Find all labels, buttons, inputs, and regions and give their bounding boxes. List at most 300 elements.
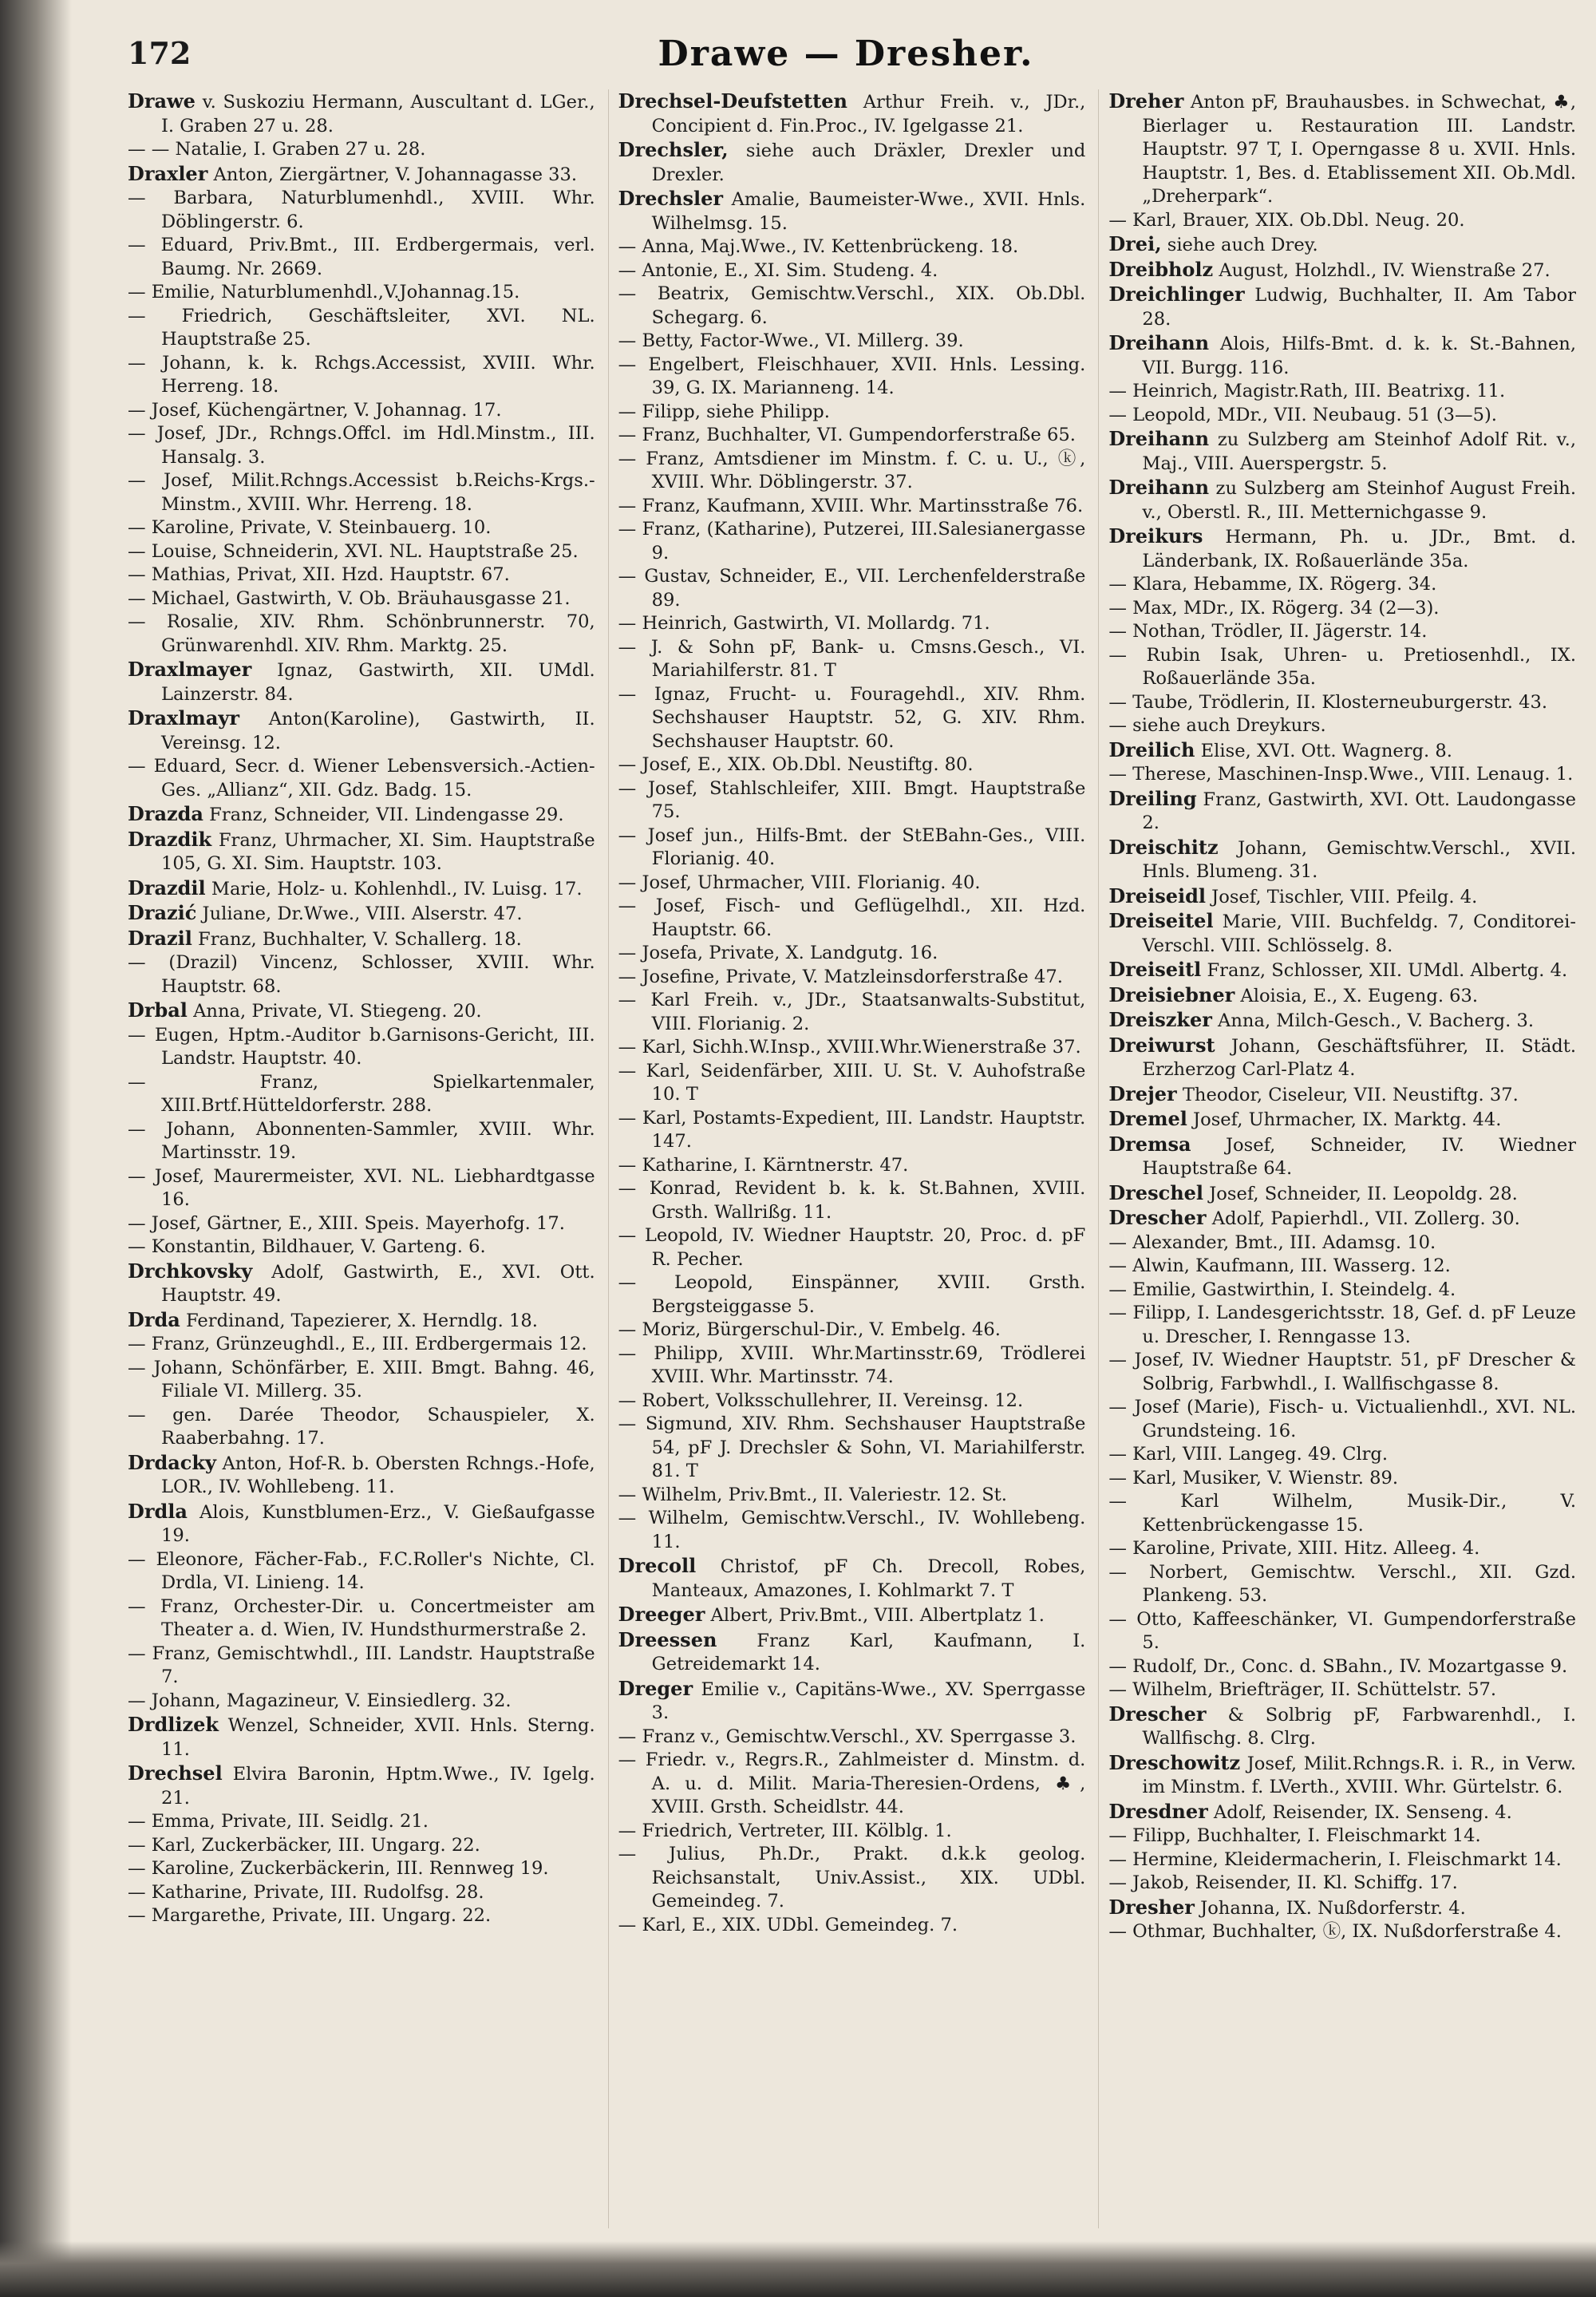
entry-text: — Filipp, I. Landesgerichtsstr. 18, Gef. d. pF Leuze u. Drescher, I. Renngasse 13. <box>1108 1303 1577 1347</box>
entry-text: — Therese, Maschinen-Insp.Wwe., VIII. Lenaug. 1. <box>1108 764 1574 785</box>
directory-entry <box>1108 958 1576 983</box>
entry-surname: Drazić <box>128 901 197 924</box>
directory-entry <box>618 565 1086 612</box>
directory-entry <box>1108 573 1576 597</box>
entry-text: — Emilie, Naturblumenhdl.,V.Johannag.15. <box>128 282 520 302</box>
directory-entry <box>1108 524 1576 573</box>
entry-text: — Karoline, Private, XIII. Hitz. Alleeg. 4. <box>1108 1538 1480 1559</box>
directory-entry <box>128 1071 595 1118</box>
directory-entry <box>1108 1800 1576 1825</box>
entry-text: — Karl, E., XIX. UDbl. Gemeindeg. 7. <box>618 1914 958 1935</box>
directory-entry <box>618 1154 1086 1178</box>
entry-text: — Eduard, Secr. d. Wiener Lebensversich.-Actien-Ges. „Allianz“, XII. Gdz. Badg. 15. <box>128 756 595 801</box>
entry-text: — Franz, Spielkartenmaler, XIII.Brtf.Hütteldorferstr. 288. <box>128 1071 595 1116</box>
entry-surname: Dreiszker <box>1108 1008 1212 1031</box>
directory-entry <box>128 281 595 305</box>
directory-entry <box>128 1761 595 1810</box>
entry-text: — Josef (Marie), Fisch- u. Victualienhdl., XVI. NL. Grundsteing. 16. <box>1108 1397 1577 1441</box>
directory-entry <box>1108 476 1576 524</box>
entry-text: — Josef, Uhrmacher, VIII. Florianig. 40. <box>618 872 981 893</box>
entry-text: — Josef, IV. Wiedner Hauptstr. 51, pF Drescher & Solbrig, Farbwhdl., I. Wallfischgasse 8. <box>1108 1350 1577 1394</box>
directory-entry <box>1108 283 1576 331</box>
directory-entry <box>618 1060 1086 1107</box>
directory-entry <box>618 1628 1086 1677</box>
entry-text: Josef, Schneider, IV. Wiedner Hauptstraße 64. <box>1142 1134 1577 1179</box>
directory-entry <box>1108 1561 1576 1608</box>
entry-text: Franz, Schlosser, XII. UMdl. Albertg. 4. <box>1201 960 1568 981</box>
entry-text: — Karl, Zuckerbäcker, III. Ungarg. 22. <box>128 1834 480 1856</box>
entry-text: — Josef, Gärtner, E., XIII. Speis. Mayerhofg. 17. <box>128 1212 565 1234</box>
running-head: Drawe — Dresher. <box>658 34 1034 74</box>
entry-text: — Katharine, I. Kärntnerstr. 47. <box>618 1154 909 1176</box>
directory-entry <box>618 872 1086 895</box>
entry-surname: Dreischitz <box>1108 835 1219 859</box>
directory-entry <box>128 469 595 516</box>
entry-text: Franz, Uhrmacher, XI. Sim. Hauptstraße 105, G. XI. Sim. Hauptstr. 103. <box>161 829 595 874</box>
entry-text: — Wilhelm, Priv.Bmt., II. Valeriestr. 12. St. <box>618 1484 1007 1505</box>
entry-surname: Drei, <box>1108 232 1162 255</box>
entry-text: — Karl, VIII. Langeg. 49. Clrg. <box>1108 1444 1389 1465</box>
entry-surname: Drazdil <box>128 876 206 899</box>
directory-entry <box>618 1554 1086 1603</box>
entry-text: — Anna, Maj.Wwe., IV. Kettenbrückeng. 18. <box>618 236 1019 257</box>
entry-surname: Dreiseitl <box>1108 958 1202 981</box>
directory-entry <box>618 354 1086 401</box>
entry-text: — Filipp, siehe Philipp. <box>618 401 830 422</box>
directory-entry <box>1108 1443 1576 1467</box>
directory-entry <box>128 187 595 234</box>
entry-text: — Franz, (Katharine), Putzerei, III.Salesianergasse 9. <box>618 519 1086 563</box>
entry-text: Ignaz, Gastwirth, XII. UMdl. Lainzerstr. 84. <box>161 660 595 705</box>
directory-entry <box>128 1451 595 1500</box>
directory-columns <box>128 89 1576 2228</box>
directory-entry <box>1108 714 1576 738</box>
directory-entry <box>618 138 1086 187</box>
directory-entry <box>128 1333 595 1357</box>
directory-entry <box>128 1235 595 1259</box>
entry-surname: Draxlmayer <box>128 658 252 681</box>
directory-entry <box>128 755 595 802</box>
entry-text: — Otto, Kaffeeschänker, VI. Gumpendorferstraße 5. <box>1108 1608 1577 1653</box>
directory-entry <box>618 942 1086 966</box>
entry-text: — Friedrich, Geschäftsleiter, XVI. NL. Hauptstraße 25. <box>128 305 595 350</box>
directory-entry <box>618 636 1086 683</box>
directory-entry <box>128 138 595 162</box>
directory-entry <box>128 234 595 281</box>
entry-surname: Drazdik <box>128 827 212 851</box>
directory-entry <box>128 352 595 399</box>
directory-entry <box>1108 1608 1576 1655</box>
directory-entry <box>128 587 595 611</box>
directory-entry <box>1108 1848 1576 1872</box>
directory-entry <box>618 1677 1086 1726</box>
entry-text: — Franz, Kaufmann, XVIII. Whr. Martinsstraße 76. <box>618 495 1084 516</box>
entry-surname: Dremsa <box>1108 1132 1191 1156</box>
entry-text: Anna, Private, VI. Stiegeng. 20. <box>187 1001 482 1022</box>
entry-text: v. Suskoziu Hermann, Auscultant d. LGer., I. Graben 27 u. 28. <box>161 92 595 136</box>
entry-text: — Josef, E., XIX. Ob.Dbl. Neustiftg. 80. <box>618 754 974 775</box>
directory-entry <box>618 401 1086 425</box>
entry-text: — Franz, Orchester-Dir. u. Concertmeister am Theater a. d. Wien, IV. Hundsthurmerstraße 2. <box>128 1595 595 1640</box>
directory-entry <box>128 540 595 564</box>
entry-text: — Johann, k. k. Rchgs.Accessist, XVIII. Whr. Herreng. 18. <box>128 352 595 397</box>
entry-text: Franz, Buchhalter, V. Schallerg. 18. <box>192 928 522 950</box>
directory-entry <box>618 235 1086 259</box>
entry-text: Franz, Schneider, VII. Lindengasse 29. <box>203 805 564 825</box>
directory-entry <box>618 1726 1086 1749</box>
directory-entry <box>1108 1349 1576 1396</box>
directory-entry <box>128 1548 595 1595</box>
entry-text: Johann, Geschäftsführer, II. Städt. Erzherzog Carl-Platz 4. <box>1142 1035 1577 1080</box>
entry-text: — Nothan, Trödler, II. Jägerstr. 14. <box>1108 621 1428 642</box>
entry-text: — Karl Wilhelm, Musik-Dir., V. Kettenbrückengasse 15. <box>1108 1491 1577 1536</box>
entry-text: — Julius, Ph.Dr., Prakt. d.k.k geolog. Reichsanstalt, Univ.Assist., XIX. UDbl. Gemeindeg. 7. <box>618 1844 1086 1912</box>
directory-entry <box>1108 983 1576 1009</box>
entry-text: — Philipp, XVIII. Whr.Martinsstr.69, Trödlerei XVIII. Whr. Martinsstr. 74. <box>618 1342 1086 1387</box>
entry-text: — Josef, JDr., Rchngs.Offcl. im Hdl.Minstm., III. Hansalg. 3. <box>128 423 595 468</box>
directory-entry <box>1108 1181 1576 1207</box>
directory-entry <box>618 1107 1086 1154</box>
entry-surname: Drazil <box>128 926 192 950</box>
directory-entry <box>128 1212 595 1236</box>
entry-text: — Wilhelm, Briefträger, II. Schüttelstr. 57. <box>1108 1679 1497 1700</box>
directory-entry <box>1108 1751 1576 1800</box>
directory-entry <box>1108 597 1576 621</box>
directory-entry <box>128 1165 595 1212</box>
entry-surname: Drdla <box>128 1499 188 1523</box>
entry-text: — Josef, Fisch- und Geflügelhdl., XII. Hzd. Hauptstr. 66. <box>618 895 1086 940</box>
directory-entry <box>128 1308 595 1334</box>
directory-entry <box>128 1404 595 1451</box>
directory-entry <box>618 187 1086 235</box>
directory-entry <box>1108 1825 1576 1848</box>
entry-text: — Robert, Volksschullehrer, II. Vereinsg. 12. <box>618 1390 1024 1411</box>
entry-surname: Drejer <box>1108 1081 1177 1105</box>
entry-text: — siehe auch Dreykurs. <box>1108 715 1326 736</box>
entry-text: Josef, Tischler, VIII. Pfeilg. 4. <box>1205 886 1478 907</box>
entry-surname: Dreiseidl <box>1108 884 1206 907</box>
entry-text: zu Sulzberg am Steinhof August Freih. v., Oberstl. R., III. Metternichgasse 9. <box>1142 478 1577 523</box>
directory-entry <box>1108 1655 1576 1679</box>
entry-text: — Karoline, Zuckerbäckerin, III. Rennweg 19. <box>128 1858 549 1879</box>
entry-surname: Drdlizek <box>128 1713 219 1736</box>
entry-text: — Johann, Abonnenten-Sammler, XVIII. Whr. Martinsstr. 19. <box>128 1118 595 1163</box>
entry-text: — Katharine, Private, III. Rudolfsg. 28. <box>128 1881 484 1903</box>
entry-text: — Karoline, Private, V. Steinbauerg. 10. <box>128 517 492 538</box>
directory-entry <box>1108 1537 1576 1561</box>
entry-text: — Norbert, Gemischtw. Verschl., XII. Gzd. Plankeng. 53. <box>1108 1561 1577 1606</box>
entry-surname: Dreihann <box>1108 331 1210 354</box>
directory-entry <box>1108 691 1576 715</box>
directory-entry <box>1108 1034 1576 1082</box>
entry-text: — Karl, Sichh.W.Insp., XVIII.Whr.Wienerstraße 37. <box>618 1037 1081 1058</box>
entry-text: — Johann, Schönfärber, E. XIII. Bmgt. Bahng. 46, Filiale VI. Millerg. 35. <box>128 1357 595 1402</box>
entry-text: Arthur Freih. v., JDr., Concipient d. Fin.Proc., IV. Igelgasse 21. <box>651 92 1086 136</box>
entry-text: Ferdinand, Tapezierer, X. Herndlg. 18. <box>180 1310 538 1331</box>
entry-text: — Beatrix, Gemischtw.Verschl., XIX. Ob.Dbl. Schegarg. 6. <box>618 283 1086 328</box>
directory-entry <box>128 951 595 998</box>
entry-text: — Konrad, Revident b. k. k. St.Bahnen, XVIII. Grsth. Wallrißg. 11. <box>618 1178 1086 1223</box>
entry-text: Josef, Schneider, II. Leopoldg. 28. <box>1203 1183 1518 1204</box>
entry-surname: Dreschowitz <box>1108 1750 1241 1774</box>
entry-text: — Eugen, Hptm.-Auditor b.Garnisons-Gericht, III. Landstr. Hauptstr. 40. <box>128 1024 595 1069</box>
entry-text: — Jakob, Reisender, II. Kl. Schiffg. 17. <box>1108 1872 1458 1893</box>
entry-text: — Rubin Isak, Uhren- u. Pretiosenhdl., IX. Roßauerlände 35a. <box>1108 644 1577 689</box>
page-header <box>128 32 1564 81</box>
entry-surname: Dreilich <box>1108 737 1195 761</box>
entry-text: Josef, Uhrmacher, IX. Marktg. 44. <box>1187 1109 1502 1130</box>
entry-text: Anton(Karoline), Gastwirth, II. Vereinsg. 12. <box>161 709 595 753</box>
column-middle <box>608 89 1086 2228</box>
entry-text: — Josef, Küchengärtner, V. Johannag. 17. <box>128 399 502 421</box>
directory-entry <box>128 1713 595 1761</box>
directory-entry <box>1108 1872 1576 1896</box>
entry-text: zu Sulzberg am Steinhof Adolf Rit. v., Maj., VIII. Auerspergstr. 5. <box>1142 429 1577 474</box>
entry-text: Adolf, Papierhdl., VII. Zollerg. 30. <box>1206 1208 1520 1229</box>
directory-entry <box>128 1857 595 1881</box>
directory-entry <box>618 1749 1086 1820</box>
directory-entry <box>1108 1232 1576 1255</box>
directory-entry <box>128 1834 595 1858</box>
entry-surname: Dreikurs <box>1108 524 1203 548</box>
entry-surname: Drda <box>128 1307 180 1331</box>
entry-text: — Josef, Maurermeister, XVI. NL. Liebhardtgasse 16. <box>128 1165 595 1210</box>
entry-text: — Emilie, Gastwirthin, I. Steindelg. 4. <box>1108 1279 1456 1300</box>
entry-text: — Gustav, Schneider, E., VII. Lerchenfelderstraße 89. <box>618 566 1086 611</box>
directory-entry <box>618 1390 1086 1413</box>
entry-surname: Dreessen <box>618 1627 717 1651</box>
entry-text: — Margarethe, Private, III. Ungarg. 22. <box>128 1905 492 1926</box>
directory-entry <box>618 448 1086 495</box>
directory-entry <box>618 283 1086 330</box>
directory-entry <box>128 399 595 423</box>
entry-text: Aloisia, E., X. Eugeng. 63. <box>1235 985 1479 1006</box>
entry-text: Anton, Ziergärtner, V. Johannagasse 33. <box>207 164 578 185</box>
directory-entry <box>128 305 595 352</box>
entry-text: — Barbara, Naturblumenhdl., XVIII. Whr. Döblingerstr. 6. <box>128 188 595 232</box>
entry-text: — Josef, Stahlschleifer, XIII. Bmgt. Hauptstraße 75. <box>618 777 1086 822</box>
directory-entry <box>1108 1255 1576 1279</box>
entry-surname: Dreibholz <box>1108 257 1214 281</box>
entry-text: — Taube, Trödlerin, II. Klosterneuburgerstr. 43. <box>1108 691 1548 713</box>
entry-text: — (Drazil) Vincenz, Schlosser, XVIII. Whr. Hauptstr. 68. <box>128 952 595 997</box>
entry-text: — Karl, Postamts-Expedient, III. Landstr. Hauptstr. 147. <box>618 1107 1086 1152</box>
directory-entry <box>1108 644 1576 691</box>
entry-text: Adolf, Gastwirth, E., XVI. Ott. Hauptstr. 49. <box>161 1261 595 1306</box>
directory-entry <box>1108 404 1576 428</box>
directory-entry <box>618 1820 1086 1844</box>
entry-surname: Drechsel-Deufstetten <box>618 89 847 113</box>
entry-text: siehe auch Dräxler, Drexler und Drexler. <box>651 140 1086 185</box>
directory-entry <box>128 828 595 876</box>
directory-entry <box>618 895 1086 942</box>
entry-text: — Othmar, Buchhalter, ⓚ, IX. Nußdorferstraße 4. <box>1108 1921 1562 1942</box>
entry-surname: Drazda <box>128 802 203 825</box>
directory-entry <box>618 1271 1086 1319</box>
entry-text: — Josef jun., Hilfs-Bmt. der StEBahn-Ges., VIII. Florianig. 40. <box>618 824 1086 869</box>
directory-entry <box>1108 763 1576 787</box>
directory-entry <box>1108 1107 1576 1133</box>
entry-text: Anton pF, Brauhausbes. in Schwechat, ♣, Bierlager u. Restauration III. Landstr. Hauptstr. 97 T, I. Operngasse 8 u. XVII. Hnls. Hauptstr. 1, Bes. d. Etablissement XII. Ob.Mdl. „Dreherpark“. <box>1142 92 1577 207</box>
entry-text: — Konstantin, Bildhauer, V. Garteng. 6. <box>128 1236 486 1257</box>
directory-entry <box>1108 380 1576 404</box>
entry-text: Alois, Hilfs-Bmt. d. k. k. St.-Bahnen, VII. Burgg. 116. <box>1142 334 1577 378</box>
directory-entry <box>1108 1396 1576 1443</box>
directory-entry <box>1108 1702 1576 1751</box>
directory-entry <box>1108 209 1576 233</box>
entry-text: — Michael, Gastwirth, V. Ob. Bräuhausgasse 21. <box>128 587 571 609</box>
entry-text: Christof, pF Ch. Drecoll, Robes, Manteaux, Amazones, I. Kohlmarkt 7. T <box>651 1556 1086 1601</box>
entry-text: — Johann, Magazineur, V. Einsiedlerg. 32. <box>128 1690 512 1711</box>
entry-text: Josef, Milit.Rchngs.R. i. R., in Verw. im Minstm. f. LVerth., XVIII. Whr. Gürtelstr. 6. <box>1142 1753 1577 1797</box>
entry-text: — Rosalie, XIV. Rhm. Schönbrunnerstr. 70, Grünwarenhdl. XIV. Rhm. Marktg. 25. <box>128 611 595 656</box>
directory-entry <box>128 89 595 138</box>
entry-text: — Betty, Factor-Wwe., VI. Millerg. 39. <box>618 330 964 351</box>
entry-surname: Dresher <box>1108 1895 1195 1919</box>
entry-text: Elise, XVI. Ott. Wagnerg. 8. <box>1195 740 1452 761</box>
directory-entry <box>618 259 1086 283</box>
entry-text: — Karl Freih. v., JDr., Staatsanwalts-Substitut, VIII. Florianig. 2. <box>618 990 1086 1034</box>
directory-entry <box>618 495 1086 519</box>
entry-text: — Leopold, MDr., VII. Neubaug. 51 (3—5). <box>1108 404 1497 425</box>
directory-entry <box>618 89 1086 138</box>
entry-text: — Friedrich, Vertreter, III. Kölblg. 1. <box>618 1820 952 1841</box>
entry-text: Theodor, Ciseleur, VII. Neustiftg. 37. <box>1176 1084 1519 1105</box>
entry-surname: Dreeger <box>618 1603 705 1626</box>
entry-text: Johanna, IX. Nußdorferstr. 4. <box>1194 1897 1466 1919</box>
entry-surname: Drechsler, <box>618 138 729 161</box>
directory-entry <box>1108 89 1576 209</box>
entry-text: Marie, Holz- u. Kohlenhdl., IV. Luisg. 17. <box>205 878 583 899</box>
entry-text: — Franz, Gemischtwhdl., III. Landstr. Hauptstraße 7. <box>128 1643 595 1687</box>
entry-text: — Engelbert, Fleischhauer, XVII. Hnls. Lessing. 39, G. IX. Marianneng. 14. <box>618 354 1086 398</box>
entry-text: Amalie, Baumeister-Wwe., XVII. Hnls. Wilhelmsg. 15. <box>651 189 1086 234</box>
entry-surname: Dreher <box>1108 89 1184 113</box>
directory-entry <box>1108 1467 1576 1491</box>
directory-entry <box>618 1484 1086 1508</box>
directory-entry <box>1108 331 1576 380</box>
entry-text: — Franz v., Gemischtw.Verschl., XV. Sperrgasse 3. <box>618 1726 1077 1747</box>
entry-text: — Mathias, Privat, XII. Hzd. Hauptstr. 67. <box>128 564 510 585</box>
entry-text: — Rudolf, Dr., Conc. d. SBahn., IV. Mozartgasse 9. <box>1108 1655 1568 1677</box>
entry-text: — Heinrich, Magistr.Rath, III. Beatrixg. 11. <box>1108 381 1506 401</box>
entry-surname: Draxlmayr <box>128 706 239 729</box>
entry-text: — Franz, Amtsdiener im Minstm. f. C. u. U., ⓚ, XVIII. Whr. Döblingerstr. 37. <box>618 448 1086 492</box>
directory-entry <box>618 612 1086 636</box>
entry-text: — Wilhelm, Gemischtw.Verschl., IV. Wohllebeng. 11. <box>618 1508 1086 1552</box>
entry-text: — Alwin, Kaufmann, III. Wasserg. 12. <box>1108 1255 1451 1276</box>
entry-text: — Leopold, IV. Wiedner Hauptstr. 20, Proc. d. pF R. Pecher. <box>618 1225 1086 1270</box>
directory-entry <box>618 330 1086 354</box>
directory-entry <box>1108 1302 1576 1349</box>
directory-entry <box>618 1177 1086 1224</box>
entry-text: Franz, Gastwirth, XVI. Ott. Laudongasse 2. <box>1142 789 1577 833</box>
entry-surname: Drescher <box>1108 1702 1207 1726</box>
directory-entry <box>128 1024 595 1071</box>
entry-text: Albert, Priv.Bmt., VIII. Albertplatz 1. <box>705 1605 1045 1626</box>
directory-entry <box>1108 1082 1576 1108</box>
directory-entry <box>618 1319 1086 1342</box>
entry-text: — Josefine, Private, V. Matzleinsdorferstraße 47. <box>618 966 1063 987</box>
entry-text: August, Holzhdl., IV. Wienstraße 27. <box>1213 259 1551 281</box>
directory-entry <box>128 422 595 469</box>
directory-entry <box>618 1507 1086 1554</box>
entry-text: — Leopold, Einspänner, XVIII. Grsth. Bergsteiggasse 5. <box>618 1272 1086 1317</box>
entry-text: Emilie v., Capitäns-Wwe., XV. Sperrgasse 3. <box>651 1678 1086 1723</box>
entry-text: & Solbrig pF, Farbwarenhdl., I. Wallfischg. 8. Clrg. <box>1142 1704 1577 1749</box>
directory-entry <box>618 1603 1086 1628</box>
entry-surname: Dreiseitel <box>1108 909 1214 932</box>
directory-entry <box>1108 1678 1576 1702</box>
directory-entry <box>128 1357 595 1404</box>
entry-text: — Filipp, Buchhalter, I. Fleischmarkt 14. <box>1108 1825 1481 1846</box>
directory-entry <box>618 1413 1086 1484</box>
entry-surname: Drbal <box>128 998 188 1022</box>
page-number: 172 <box>128 35 192 71</box>
entry-text: Johann, Gemischtw.Verschl., XVII. Hnls. Blumeng. 31. <box>1142 837 1577 882</box>
entry-text: Franz Karl, Kaufmann, I. Getreidemarkt 14. <box>651 1630 1086 1674</box>
entry-text: Anna, Milch-Gesch., V. Bacherg. 3. <box>1211 1010 1535 1031</box>
directory-entry <box>1108 232 1576 258</box>
directory-entry <box>618 518 1086 565</box>
entry-surname: Dreiling <box>1108 786 1197 810</box>
entry-text: — Emma, Private, III. Seidlg. 21. <box>128 1811 429 1832</box>
entry-text: Anton, Hof-R. b. Obersten Rchngs.-Hofe, LOR., IV. Wohllebeng. 11. <box>161 1453 595 1497</box>
directory-entry <box>128 1881 595 1905</box>
directory-entry <box>128 706 595 755</box>
directory-entry <box>618 989 1086 1036</box>
entry-text: Juliane, Dr.Wwe., VIII. Alserstr. 47. <box>196 903 523 924</box>
entry-surname: Dreichlinger <box>1108 283 1245 306</box>
directory-entry <box>128 802 595 828</box>
entry-text: — Josef, Milit.Rchngs.Accessist b.Reichs-Krgs.-Minstm., XVIII. Whr. Herreng. 18. <box>128 470 595 515</box>
entry-surname: Drchkovsky <box>128 1259 253 1283</box>
entry-text: — Eleonore, Fächer-Fab., F.C.Roller's Nichte, Cl. Drdla, VI. Linieng. 14. <box>128 1548 595 1593</box>
directory-entry <box>128 1118 595 1165</box>
entry-surname: Dreiwurst <box>1108 1033 1215 1057</box>
entry-surname: Drescher <box>1108 1206 1207 1229</box>
directory-entry <box>128 1643 595 1690</box>
entry-surname: Dresdner <box>1108 1799 1208 1823</box>
directory-entry <box>128 1810 595 1834</box>
entry-surname: Dremel <box>1108 1107 1187 1130</box>
directory-entry <box>1108 427 1576 476</box>
directory-entry <box>128 901 595 927</box>
entry-text: — Karl, Seidenfärber, XIII. U. St. V. Auhofstraße 10. T <box>618 1060 1086 1105</box>
entry-text: — Klara, Hebamme, IX. Rögerg. 34. <box>1108 574 1437 595</box>
directory-entry <box>618 1843 1086 1914</box>
entry-text: — gen. Darée Theodor, Schauspieler, X. Raaberbahng. 17. <box>128 1404 595 1449</box>
directory-entry <box>128 998 595 1024</box>
directory-entry <box>1108 1279 1576 1303</box>
entry-text: — Ignaz, Frucht- u. Fouragehdl., XIV. Rhm. Sechshauser Hauptstr. 52, G. XIV. Rhm. Sechshauser Hauptstr. 60. <box>618 683 1086 752</box>
directory-entry <box>1108 836 1576 884</box>
entry-text: — Antonie, E., XI. Sim. Studeng. 4. <box>618 259 938 281</box>
entry-text: — Eduard, Priv.Bmt., III. Erdbergermais, verl. Baumg. Nr. 2669. <box>128 235 595 279</box>
directory-entry <box>128 1500 595 1548</box>
directory-entry <box>1108 738 1576 764</box>
directory-entry <box>618 1342 1086 1390</box>
entry-text: — Karl, Brauer, XIX. Ob.Dbl. Neug. 20. <box>1108 209 1465 231</box>
entry-text: — — Natalie, I. Graben 27 u. 28. <box>128 139 426 160</box>
directory-entry <box>1108 620 1576 644</box>
directory-entry <box>128 1595 595 1643</box>
directory-entry <box>618 966 1086 990</box>
entry-text: — Franz, Buchhalter, VI. Gumpendorferstraße 65. <box>618 425 1076 445</box>
entry-surname: Drechsler <box>618 187 724 210</box>
entry-text: — Friedr. v., Regrs.R., Zahlmeister d. Minstm. d. A. u. d. Milit. Maria-Theresien-Ordens, ♣, XVIII. Grsth. Scheidlstr. 44. <box>618 1749 1086 1817</box>
entry-text: — Franz, Grünzeughdl., E., III. Erdbergermais 12. <box>128 1334 587 1354</box>
